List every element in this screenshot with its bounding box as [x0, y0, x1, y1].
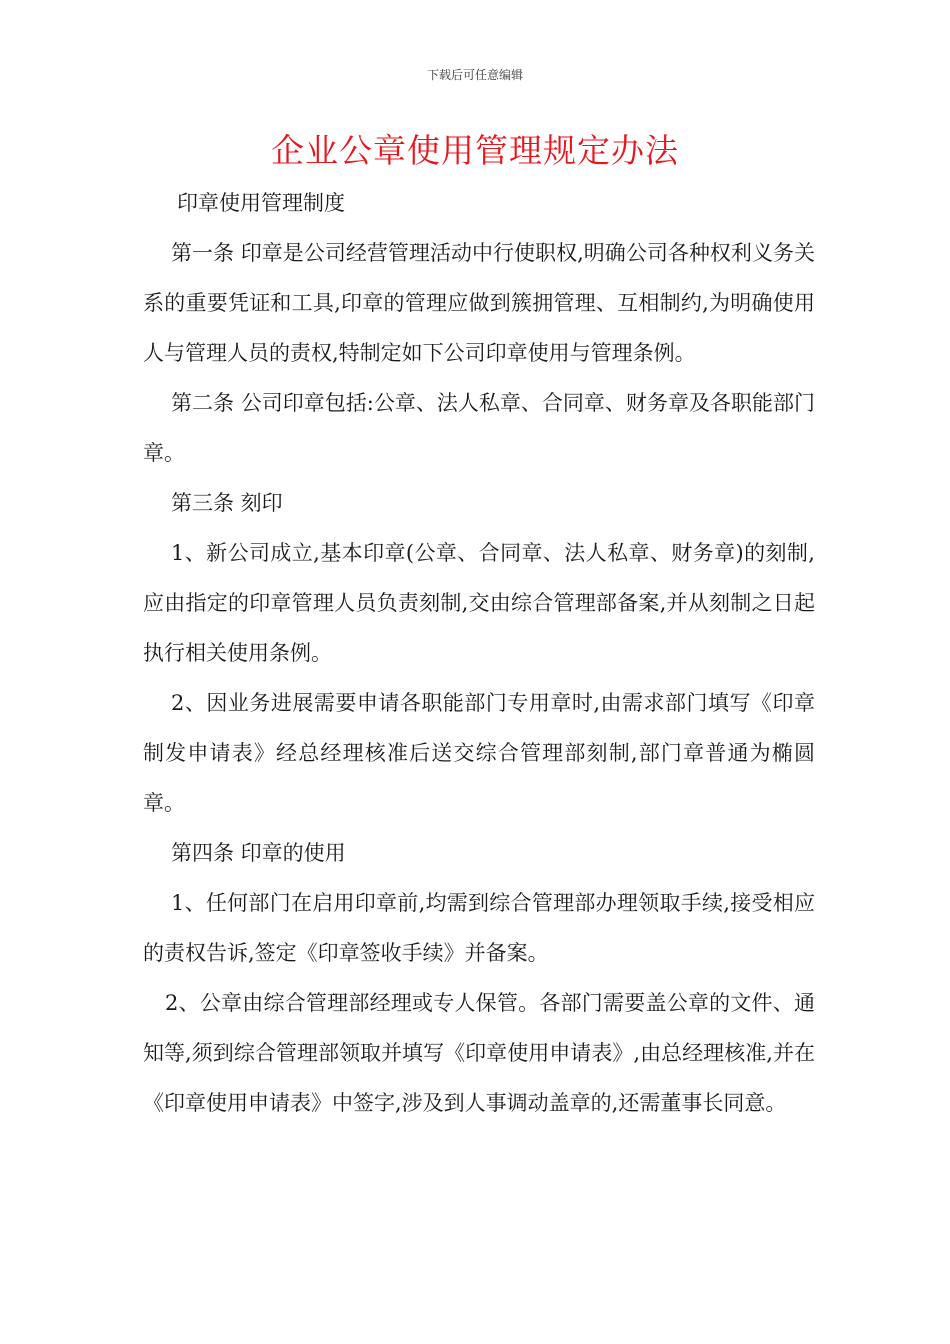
article-4-item-2: 2、公章由综合管理部经理或专人保管。各部门需要盖公章的文件、通知等,须到综合管理部领取并填写《印章使用申请表》,由总经理核准,并在《印章使用申请表》中签字,涉及到人事调动盖章的,还需董事长同意。 — [143, 991, 815, 1115]
article-3-item-2: 2、因业务进展需要申请各职能部门专用章时,由需求部门填写《印章制发申请表》经总经理核准后送交综合管理部刻制,部门章普通为椭圆章。 — [143, 691, 815, 815]
section-heading: 印章使用管理制度 — [177, 191, 345, 215]
article-2: 第二条 公司印章包括:公章、法人私章、合同章、财务章及各职能部门章。 — [143, 391, 815, 465]
document-title: 企业公章使用管理规定办法 — [271, 131, 679, 170]
article-3-item-1: 1、新公司成立,基本印章(公章、合同章、法人私章、财务章)的刻制,应由指定的印章管理人员负责刻制,交由综合管理部备案,并从刻制之日起执行相关使用条例。 — [143, 541, 815, 665]
article-1: 第一条 印章是公司经营管理活动中行使职权,明确公司各种权利义务关系的重要凭证和工具,印章的管理应做到簇拥管理、互相制约,为明确使用人与管理人员的责权,特制定如下公司印章使用与管理条例。 — [143, 241, 815, 365]
page-header: 下载后可任意编辑 — [426, 68, 523, 82]
article-4-heading: 第四条 印章的使用 — [171, 841, 346, 865]
article-4-item-1: 1、任何部门在启用印章前,均需到综合管理部办理领取手续,接受相应的责权告诉,签定《印章签收手续》并备案。 — [143, 891, 815, 965]
document-body — [143, 178, 815, 1128]
article-3-heading: 第三条 刻印 — [171, 491, 283, 515]
